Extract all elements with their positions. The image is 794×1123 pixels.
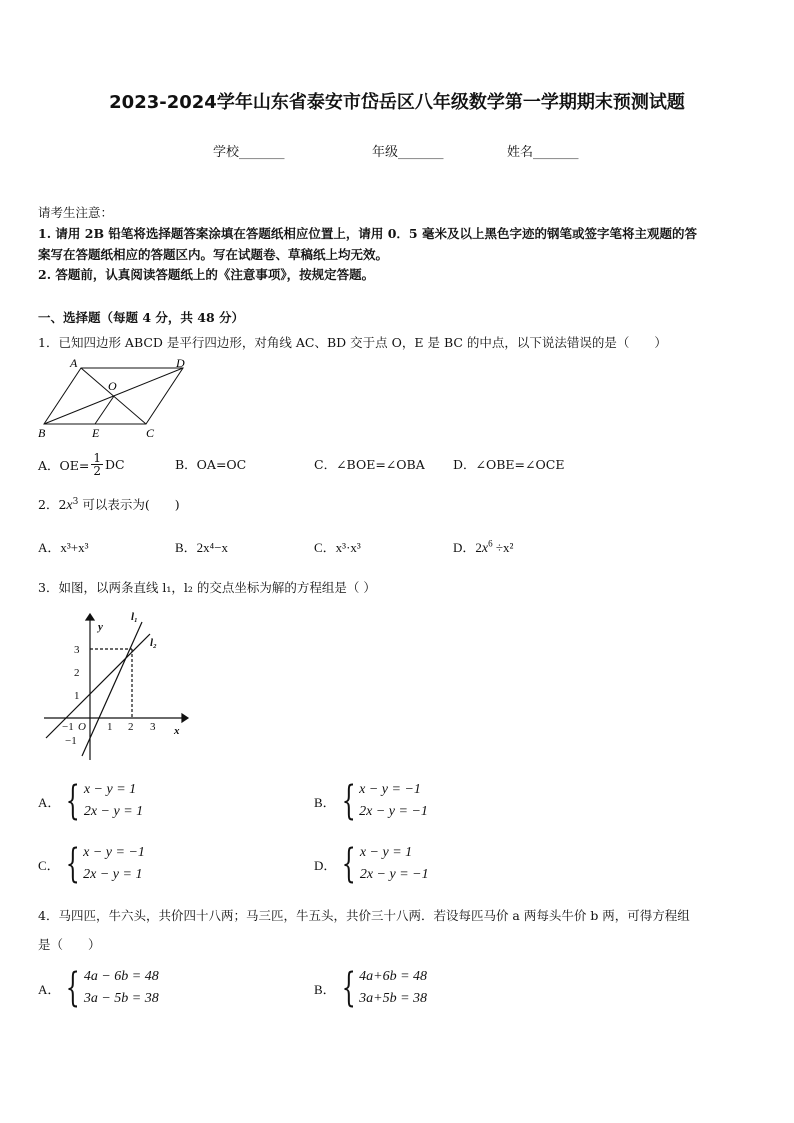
brace-glyph: { <box>65 841 80 887</box>
equation-system <box>336 842 428 886</box>
equation-row-1: x − y = 1 <box>359 845 413 860</box>
equation-system <box>60 779 143 823</box>
origin-label: O <box>78 721 86 733</box>
equation-row-1: 4a − 6b = 48 <box>83 969 159 984</box>
tick-y-1: 1 <box>74 690 80 702</box>
q2-option-a[interactable]: A．x³+x³ <box>38 540 89 555</box>
q2-option-c[interactable]: C．x³·x³ <box>314 540 361 555</box>
q2-stem-prefix: 2．2 <box>38 497 67 512</box>
grade-field: 年级_______ <box>372 145 444 160</box>
q2-d-variable: x <box>481 541 489 556</box>
q4-a-label: A． <box>38 981 61 997</box>
q2-d-prefix: D．2 <box>453 540 482 555</box>
line-l1 <box>82 622 142 756</box>
label-b: B <box>38 426 46 440</box>
notice-line-2: 案写在答题纸相应的答题区内。写在试题卷、草稿纸上均无效。 <box>38 247 389 262</box>
equation-row-2: 2x − y = 1 <box>83 867 143 882</box>
notice-line-3: 2. 答题前，认真阅读答题纸上的《注意事项》，按规定答题。 <box>38 267 375 282</box>
brace-glyph: { <box>341 965 356 1011</box>
q3-b-label: B． <box>314 794 336 810</box>
q1-option-c[interactable]: C．∠BOE=∠OBA <box>314 457 425 472</box>
q4-stem-line-2: 是（ ） <box>38 937 101 952</box>
label-c: C <box>146 426 155 440</box>
q2-d-exponent: 6 <box>488 538 493 549</box>
q4-option-a[interactable] <box>38 966 159 1010</box>
q2-d-suffix: ÷x² <box>495 540 514 555</box>
line-graph-figure <box>40 606 200 766</box>
label-a: A <box>70 356 78 370</box>
page-title: 2023-2024学年山东省泰安市岱岳区八年级数学第一学期期末预测试题 <box>109 92 685 113</box>
equation-system <box>60 966 158 1010</box>
equation-row-2: 3a+5b = 38 <box>359 991 428 1006</box>
notice-line-1: 1. 请用 2B 铅笔将选择题答案涂填在答题纸相应位置上，请用 0．5 毫米及以上黑色字迹的钢笔或签字笔将主观题的答 <box>38 226 697 241</box>
l2-label: l₂ <box>150 637 157 649</box>
equation-row-1: 4a+6b = 48 <box>359 969 428 984</box>
school-field: 学校_______ <box>213 145 285 160</box>
fraction-denominator: 2 <box>93 464 102 478</box>
notice-heading: 请考生注意： <box>38 205 114 220</box>
q2-stem-suffix: 可以表示为( ) <box>82 497 180 512</box>
y-axis-label: y <box>98 621 103 633</box>
q2-stem <box>38 495 180 514</box>
brace-glyph: { <box>66 778 81 824</box>
name-field: 姓名_______ <box>507 145 579 160</box>
label-d: D <box>176 356 185 370</box>
equation-row-1: x − y = −1 <box>359 782 421 797</box>
tick-x-minus1: −1 <box>62 721 74 733</box>
equation-system <box>336 966 427 1010</box>
q4-b-label: B． <box>314 981 336 997</box>
equation-system <box>336 779 428 823</box>
q3-option-c[interactable] <box>38 842 145 886</box>
brace-glyph: { <box>341 778 356 824</box>
q1-stem: 1．已知四边形 ABCD 是平行四边形，对角线 AC、BD 交于点 O，E 是 BC 的中点，以下说法错误的是（ ） <box>38 335 667 350</box>
equation-row-2: 3a − 5b = 38 <box>83 991 159 1006</box>
q2-option-d[interactable] <box>453 537 513 557</box>
equation-row-1: x − y = −1 <box>83 845 145 860</box>
q1-option-a[interactable] <box>38 452 125 477</box>
label-e: E <box>92 426 100 440</box>
equation-row-2: 2x − y = 1 <box>83 804 144 819</box>
q2-option-b[interactable]: B．2x⁴−x <box>175 540 229 555</box>
q3-stem: 3．如图，以两条直线 l₁，l₂ 的交点坐标为解的方程组是（ ） <box>38 580 376 595</box>
segment-oe <box>95 396 114 424</box>
tick-y-2: 2 <box>74 667 80 679</box>
tick-x-1: 1 <box>107 721 113 733</box>
x-axis-label: x <box>174 725 180 737</box>
equation-row-2: 2x − y = −1 <box>359 867 429 882</box>
equation-row-2: 2x − y = −1 <box>359 804 428 819</box>
q2-exponent: 3 <box>72 496 79 507</box>
equation-row-1: x − y = 1 <box>83 782 137 797</box>
q1-a-suffix: DC <box>105 457 125 472</box>
q1-option-d[interactable]: D．∠OBE=∠OCE <box>453 457 565 472</box>
q3-a-label: A． <box>38 794 61 810</box>
q3-c-label: C． <box>38 857 60 873</box>
fraction-half <box>91 452 103 477</box>
section-heading: 一、选择题（每题 4 分，共 48 分） <box>38 310 245 325</box>
brace-glyph: { <box>342 841 357 887</box>
q3-option-a[interactable] <box>38 779 143 823</box>
brace-glyph: { <box>66 965 81 1011</box>
tick-y-3: 3 <box>74 644 80 656</box>
fraction-numerator: 1 <box>93 451 102 465</box>
l1-label: l₁ <box>131 611 138 623</box>
q1-a-prefix: A．OE= <box>38 457 90 473</box>
q3-option-d[interactable] <box>314 842 429 886</box>
tick-x-3: 3 <box>150 721 156 733</box>
q3-option-b[interactable] <box>314 779 428 823</box>
label-o: O <box>108 379 117 393</box>
q4-stem-line-1: 4．马四匹，牛六头，共价四十八两；马三匹，牛五头，共价三十八两．若设每匹马价 a 两每头牛价 b 两，可得方程组 <box>38 908 690 923</box>
q1-option-b[interactable]: B．OA=OC <box>175 457 247 472</box>
parallelogram-figure <box>36 356 196 442</box>
q2-variable: x <box>66 498 73 513</box>
equation-system <box>60 842 145 886</box>
tick-y-minus1: −1 <box>65 735 77 747</box>
y-axis-arrow <box>86 614 94 620</box>
q4-option-b[interactable] <box>314 966 427 1010</box>
x-axis-arrow <box>182 714 188 722</box>
tick-x-2: 2 <box>128 721 134 733</box>
q3-d-label: D． <box>314 857 337 873</box>
